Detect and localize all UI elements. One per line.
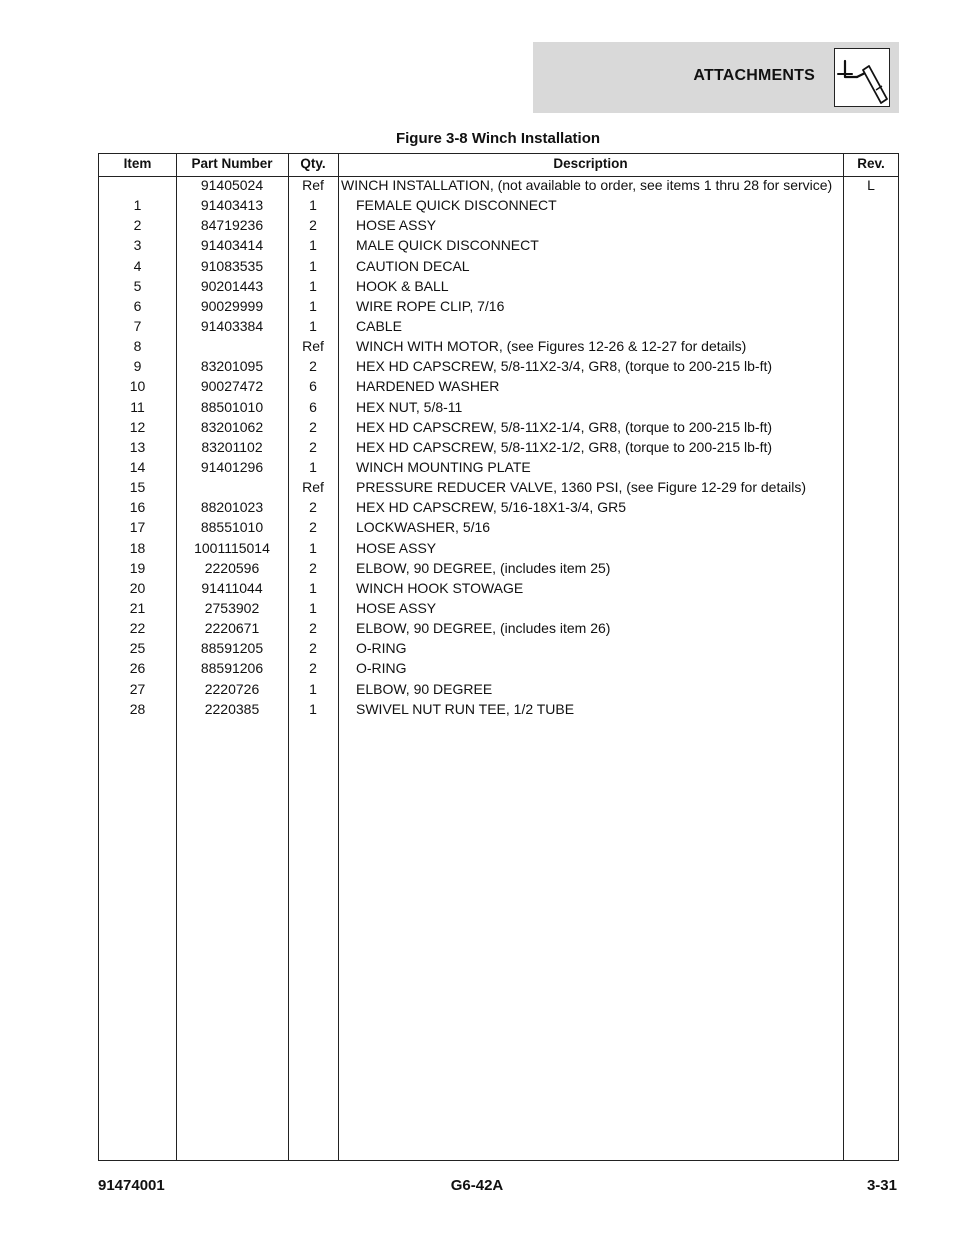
table-row	[99, 598, 898, 618]
cell-part-number: 2220726	[204, 680, 260, 697]
cell-description: CAUTION DECAL	[356, 257, 470, 274]
cell-item: 22	[129, 620, 146, 637]
cell-qty: 1	[309, 458, 317, 475]
cell-item: 5	[133, 277, 142, 294]
parts-table	[98, 153, 899, 1161]
cell-item: 27	[129, 680, 146, 697]
cell-part-number: 88501010	[200, 398, 264, 415]
table-row	[99, 175, 898, 195]
cell-description: ELBOW, 90 DEGREE	[356, 680, 493, 697]
cell-item: 26	[129, 660, 146, 677]
cell-item: 19	[129, 559, 146, 576]
table-row	[99, 618, 898, 638]
cell-qty: 1	[309, 680, 317, 697]
cell-item: 7	[133, 317, 142, 334]
cell-qty: 2	[309, 640, 317, 657]
table-row	[99, 477, 898, 497]
table-row	[99, 235, 898, 255]
cell-part-number: 2753902	[204, 599, 260, 616]
cell-qty: Ref	[302, 338, 324, 355]
cell-part-number: 2220671	[204, 620, 260, 637]
cell-description: ELBOW, 90 DEGREE, (includes item 25)	[356, 559, 611, 576]
welding-torch-icon	[834, 48, 890, 107]
cell-item: 15	[129, 479, 146, 496]
cell-description: SWIVEL NUT RUN TEE, 1/2 TUBE	[356, 700, 575, 717]
cell-qty: 1	[309, 579, 317, 596]
cell-description: WINCH INSTALLATION, (not available to order, see items 1 thru 28 for service)	[341, 177, 833, 193]
table-row	[99, 679, 898, 699]
cell-qty: 1	[309, 277, 317, 294]
cell-qty: Ref	[302, 177, 324, 193]
cell-part-number: 91405024	[200, 177, 264, 193]
cell-item: 8	[133, 338, 142, 355]
cell-description: WINCH WITH MOTOR, (see Figures 12-26 & 12-27 for details)	[356, 338, 747, 355]
cell-part-number: 90201443	[200, 277, 264, 294]
cell-description: CABLE	[356, 317, 402, 334]
cell-part-number: 83201102	[201, 438, 263, 455]
cell-qty: 6	[309, 398, 317, 415]
table-row	[99, 397, 898, 417]
cell-item: 17	[129, 519, 146, 536]
table-row	[99, 215, 898, 235]
cell-qty: 1	[309, 317, 317, 334]
cell-item: 11	[130, 398, 145, 415]
figure-title: Figure 3-8 Winch Installation	[395, 130, 601, 147]
cell-description: ELBOW, 90 DEGREE, (includes item 26)	[356, 620, 611, 637]
cell-description: HOSE ASSY	[356, 217, 437, 234]
cell-description: PRESSURE REDUCER VALVE, 1360 PSI, (see Figure 12-29 for details)	[356, 479, 806, 496]
cell-qty: 2	[309, 217, 317, 234]
cell-rev: L	[867, 177, 875, 193]
cell-item: 2	[133, 217, 142, 234]
table-row	[99, 276, 898, 296]
cell-item: 21	[129, 599, 146, 616]
table-row	[99, 437, 898, 457]
cell-description: WINCH MOUNTING PLATE	[356, 458, 531, 475]
cell-description: HEX HD CAPSCREW, 5/8-11X2-3/4, GR8, (torque to 200-215 lb-ft)	[356, 358, 773, 375]
column-header-part-number: Part Number	[191, 156, 273, 171]
cell-qty: 1	[309, 539, 317, 556]
cell-part-number: 91403384	[200, 317, 264, 334]
cell-qty: 1	[309, 297, 317, 314]
cell-description: HOSE ASSY	[356, 539, 437, 556]
cell-part-number: 90029999	[200, 297, 264, 314]
cell-qty: 1	[309, 599, 317, 616]
cell-description: HEX HD CAPSCREW, 5/8-11X2-1/4, GR8, (torque to 200-215 lb-ft)	[356, 418, 773, 435]
cell-qty: 6	[309, 378, 317, 395]
section-title: ATTACHMENTS	[693, 67, 815, 84]
cell-qty: 1	[309, 237, 317, 254]
page-number: 3-31	[866, 1177, 897, 1194]
cell-part-number: 88201023	[200, 499, 264, 516]
cell-description: HEX HD CAPSCREW, 5/8-11X2-1/2, GR8, (torque to 200-215 lb-ft)	[356, 438, 773, 455]
cell-part-number: 91403414	[200, 237, 264, 254]
cell-description: O-RING	[356, 640, 407, 657]
column-header-rev: Rev.	[857, 156, 885, 171]
table-row	[99, 538, 898, 558]
cell-qty: 1	[309, 700, 317, 717]
table-row	[99, 316, 898, 336]
cell-description: HOOK & BALL	[356, 277, 449, 294]
cell-qty: 2	[309, 519, 317, 536]
cell-item: 13	[129, 438, 146, 455]
cell-item: 12	[129, 418, 146, 435]
table-row	[99, 457, 898, 477]
cell-part-number: 91411044	[201, 579, 263, 596]
cell-item: 18	[129, 539, 146, 556]
cell-part-number: 88591205	[200, 640, 264, 657]
column-header-item: Item	[123, 156, 152, 171]
cell-item: 4	[133, 257, 142, 274]
cell-qty: 2	[309, 660, 317, 677]
cell-item: 14	[129, 458, 146, 475]
cell-part-number: 84719236	[200, 217, 264, 234]
cell-item: 16	[129, 499, 146, 516]
cell-qty: 2	[309, 620, 317, 637]
table-body	[99, 175, 898, 719]
table-row	[99, 356, 898, 376]
cell-item: 9	[133, 358, 142, 375]
cell-item: 20	[129, 579, 146, 596]
table-row	[99, 558, 898, 578]
cell-qty: 2	[309, 438, 317, 455]
cell-description: WIRE ROPE CLIP, 7/16	[356, 297, 505, 314]
table-row	[99, 497, 898, 517]
cell-item: 10	[129, 378, 146, 395]
table-row	[99, 638, 898, 658]
cell-qty: 2	[309, 358, 317, 375]
table-row	[99, 296, 898, 316]
table-row	[99, 517, 898, 537]
cell-description: WINCH HOOK STOWAGE	[356, 579, 524, 596]
cell-item: 1	[133, 197, 142, 214]
cell-part-number: 90027472	[200, 378, 264, 395]
table-row	[99, 195, 898, 215]
cell-item: 28	[129, 700, 146, 717]
cell-part-number: 88591206	[200, 660, 264, 677]
cell-qty: Ref	[302, 479, 324, 496]
table-row	[99, 578, 898, 598]
cell-item: 25	[129, 640, 146, 657]
cell-part-number: 2220385	[204, 700, 260, 717]
cell-description: HEX NUT, 5/8-11	[356, 398, 463, 415]
column-header-description: Description	[553, 156, 628, 171]
cell-description: HARDENED WASHER	[356, 378, 500, 395]
model-number: G6-42A	[450, 1177, 504, 1194]
table-row	[99, 256, 898, 276]
cell-description: FEMALE QUICK DISCONNECT	[356, 197, 557, 214]
cell-part-number: 83201062	[200, 418, 264, 435]
table-row	[99, 376, 898, 396]
cell-part-number: 83201095	[200, 358, 264, 375]
cell-qty: 1	[309, 257, 317, 274]
cell-item: 6	[133, 297, 142, 314]
cell-qty: 1	[309, 197, 317, 214]
cell-description: O-RING	[356, 660, 407, 677]
cell-description: LOCKWASHER, 5/16	[356, 519, 491, 536]
cell-description: HEX HD CAPSCREW, 5/16-18X1-3/4, GR5	[356, 499, 626, 516]
cell-description: HOSE ASSY	[356, 599, 437, 616]
cell-part-number: 1001115014	[194, 539, 270, 556]
cell-qty: 2	[309, 499, 317, 516]
cell-part-number: 91403413	[200, 197, 264, 214]
cell-qty: 2	[309, 418, 317, 435]
document-number: 91474001	[98, 1177, 165, 1194]
cell-part-number: 88551010	[200, 519, 264, 536]
cell-qty: 2	[309, 559, 317, 576]
section-header	[533, 42, 899, 113]
table-row	[99, 658, 898, 678]
table-row	[99, 336, 898, 356]
column-header-qty: Qty.	[300, 156, 326, 171]
cell-description: MALE QUICK DISCONNECT	[356, 237, 539, 254]
cell-item: 3	[133, 237, 142, 254]
cell-part-number: 91083535	[200, 257, 264, 274]
cell-part-number: 91401296	[200, 458, 264, 475]
cell-part-number: 2220596	[204, 559, 260, 576]
table-row	[99, 699, 898, 719]
table-row	[99, 417, 898, 437]
